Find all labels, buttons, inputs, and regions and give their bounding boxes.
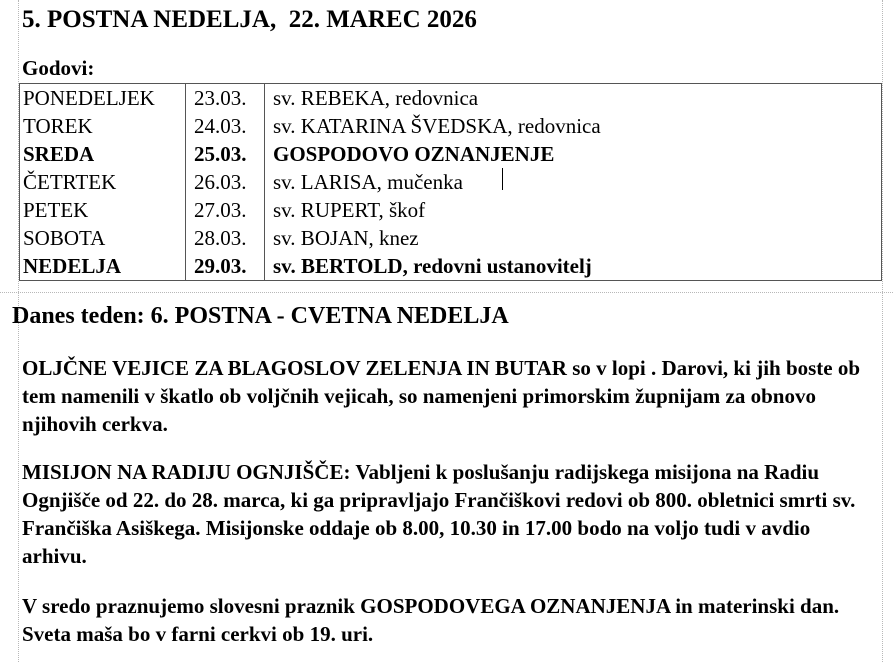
feast-date-cell[interactable]: 26.03. [186, 168, 265, 196]
feast-row [20, 196, 882, 224]
feast-row [20, 140, 882, 168]
feast-date-cell[interactable]: 27.03. [186, 196, 265, 224]
announcement-annunciation-mass[interactable]: V sredo praznujemo slovesni praznik GOSPODOVEGA OZNANJENJA in materinski dan. Sveta maša bo v farni cerkvi ob 19. uri. [22, 594, 840, 646]
feasts-label[interactable]: Godovi: [22, 56, 95, 80]
feast-row [20, 224, 882, 252]
section-boundary-guide [0, 292, 893, 293]
feast-saint-cell[interactable]: sv. BOJAN, knez [265, 224, 882, 252]
feast-date-cell[interactable]: 28.03. [186, 224, 265, 252]
announcement-olive-branches[interactable]: OLJČNE VEJICE ZA BLAGOSLOV ZELENJA IN BUTAR so v lopi . Darovi, ki jih boste ob tem namenili v škatlo ob voljčnih vejicah, so namenjeni primorskim župnijam za obnovo njihovih cerkva. [22, 356, 861, 436]
text-cursor [502, 168, 503, 190]
feast-day-cell[interactable]: PETEK [20, 196, 186, 224]
feast-saint-cell[interactable]: sv. REBEKA, redovnica [265, 84, 882, 113]
document-title[interactable]: 5. POSTNA NEDELJA, 22. MAREC 2026 [22, 6, 477, 33]
feast-saint-cell[interactable]: sv. BERTOLD, redovni ustanovitelj [265, 252, 882, 281]
feast-saint-cell[interactable]: sv. LARISA, mučenka [265, 168, 882, 196]
section-heading[interactable]: Danes teden: 6. POSTNA - CVETNA NEDELJA [12, 303, 509, 329]
feast-day-cell[interactable]: ČETRTEK [20, 168, 186, 196]
feast-day-cell[interactable]: SREDA [20, 140, 186, 168]
feast-day-cell[interactable]: SOBOTA [20, 224, 186, 252]
feast-day-cell[interactable]: TOREK [20, 112, 186, 140]
feast-date-cell[interactable]: 23.03. [186, 84, 265, 113]
feast-day-cell[interactable]: NEDELJA [20, 252, 186, 281]
feast-row [20, 112, 882, 140]
announcement-radio-mission[interactable]: MISIJON NA RADIJU OGNJIŠČE: Vabljeni k poslušanju radijskega misijona na Radiu Ognjišče od 22. do 28. marca, ki ga pripravljajo Frančiškovi redovi ob 800. obletnici smrti sv. Frančiška Asiškega. Misijonske oddaje ob 8.00, 10.30 in 17.00 bodo na voljo tudi v avdio arhivu. [22, 460, 856, 568]
feast-day-cell[interactable]: PONEDELJEK [20, 84, 186, 113]
feast-row [20, 168, 882, 196]
feast-date-cell[interactable]: 25.03. [186, 140, 265, 168]
feast-days-table [19, 83, 882, 281]
feast-saint-cell[interactable]: sv. KATARINA ŠVEDSKA, redovnica [265, 112, 882, 140]
feast-saint-cell[interactable]: sv. RUPERT, škof [265, 196, 882, 224]
feast-saint-cell[interactable]: GOSPODOVO OZNANJENJE [265, 140, 882, 168]
feast-date-cell[interactable]: 24.03. [186, 112, 265, 140]
feast-row [20, 84, 882, 113]
feast-row [20, 252, 882, 281]
feast-date-cell[interactable]: 29.03. [186, 252, 265, 281]
page-margin-guide-right [882, 0, 883, 662]
